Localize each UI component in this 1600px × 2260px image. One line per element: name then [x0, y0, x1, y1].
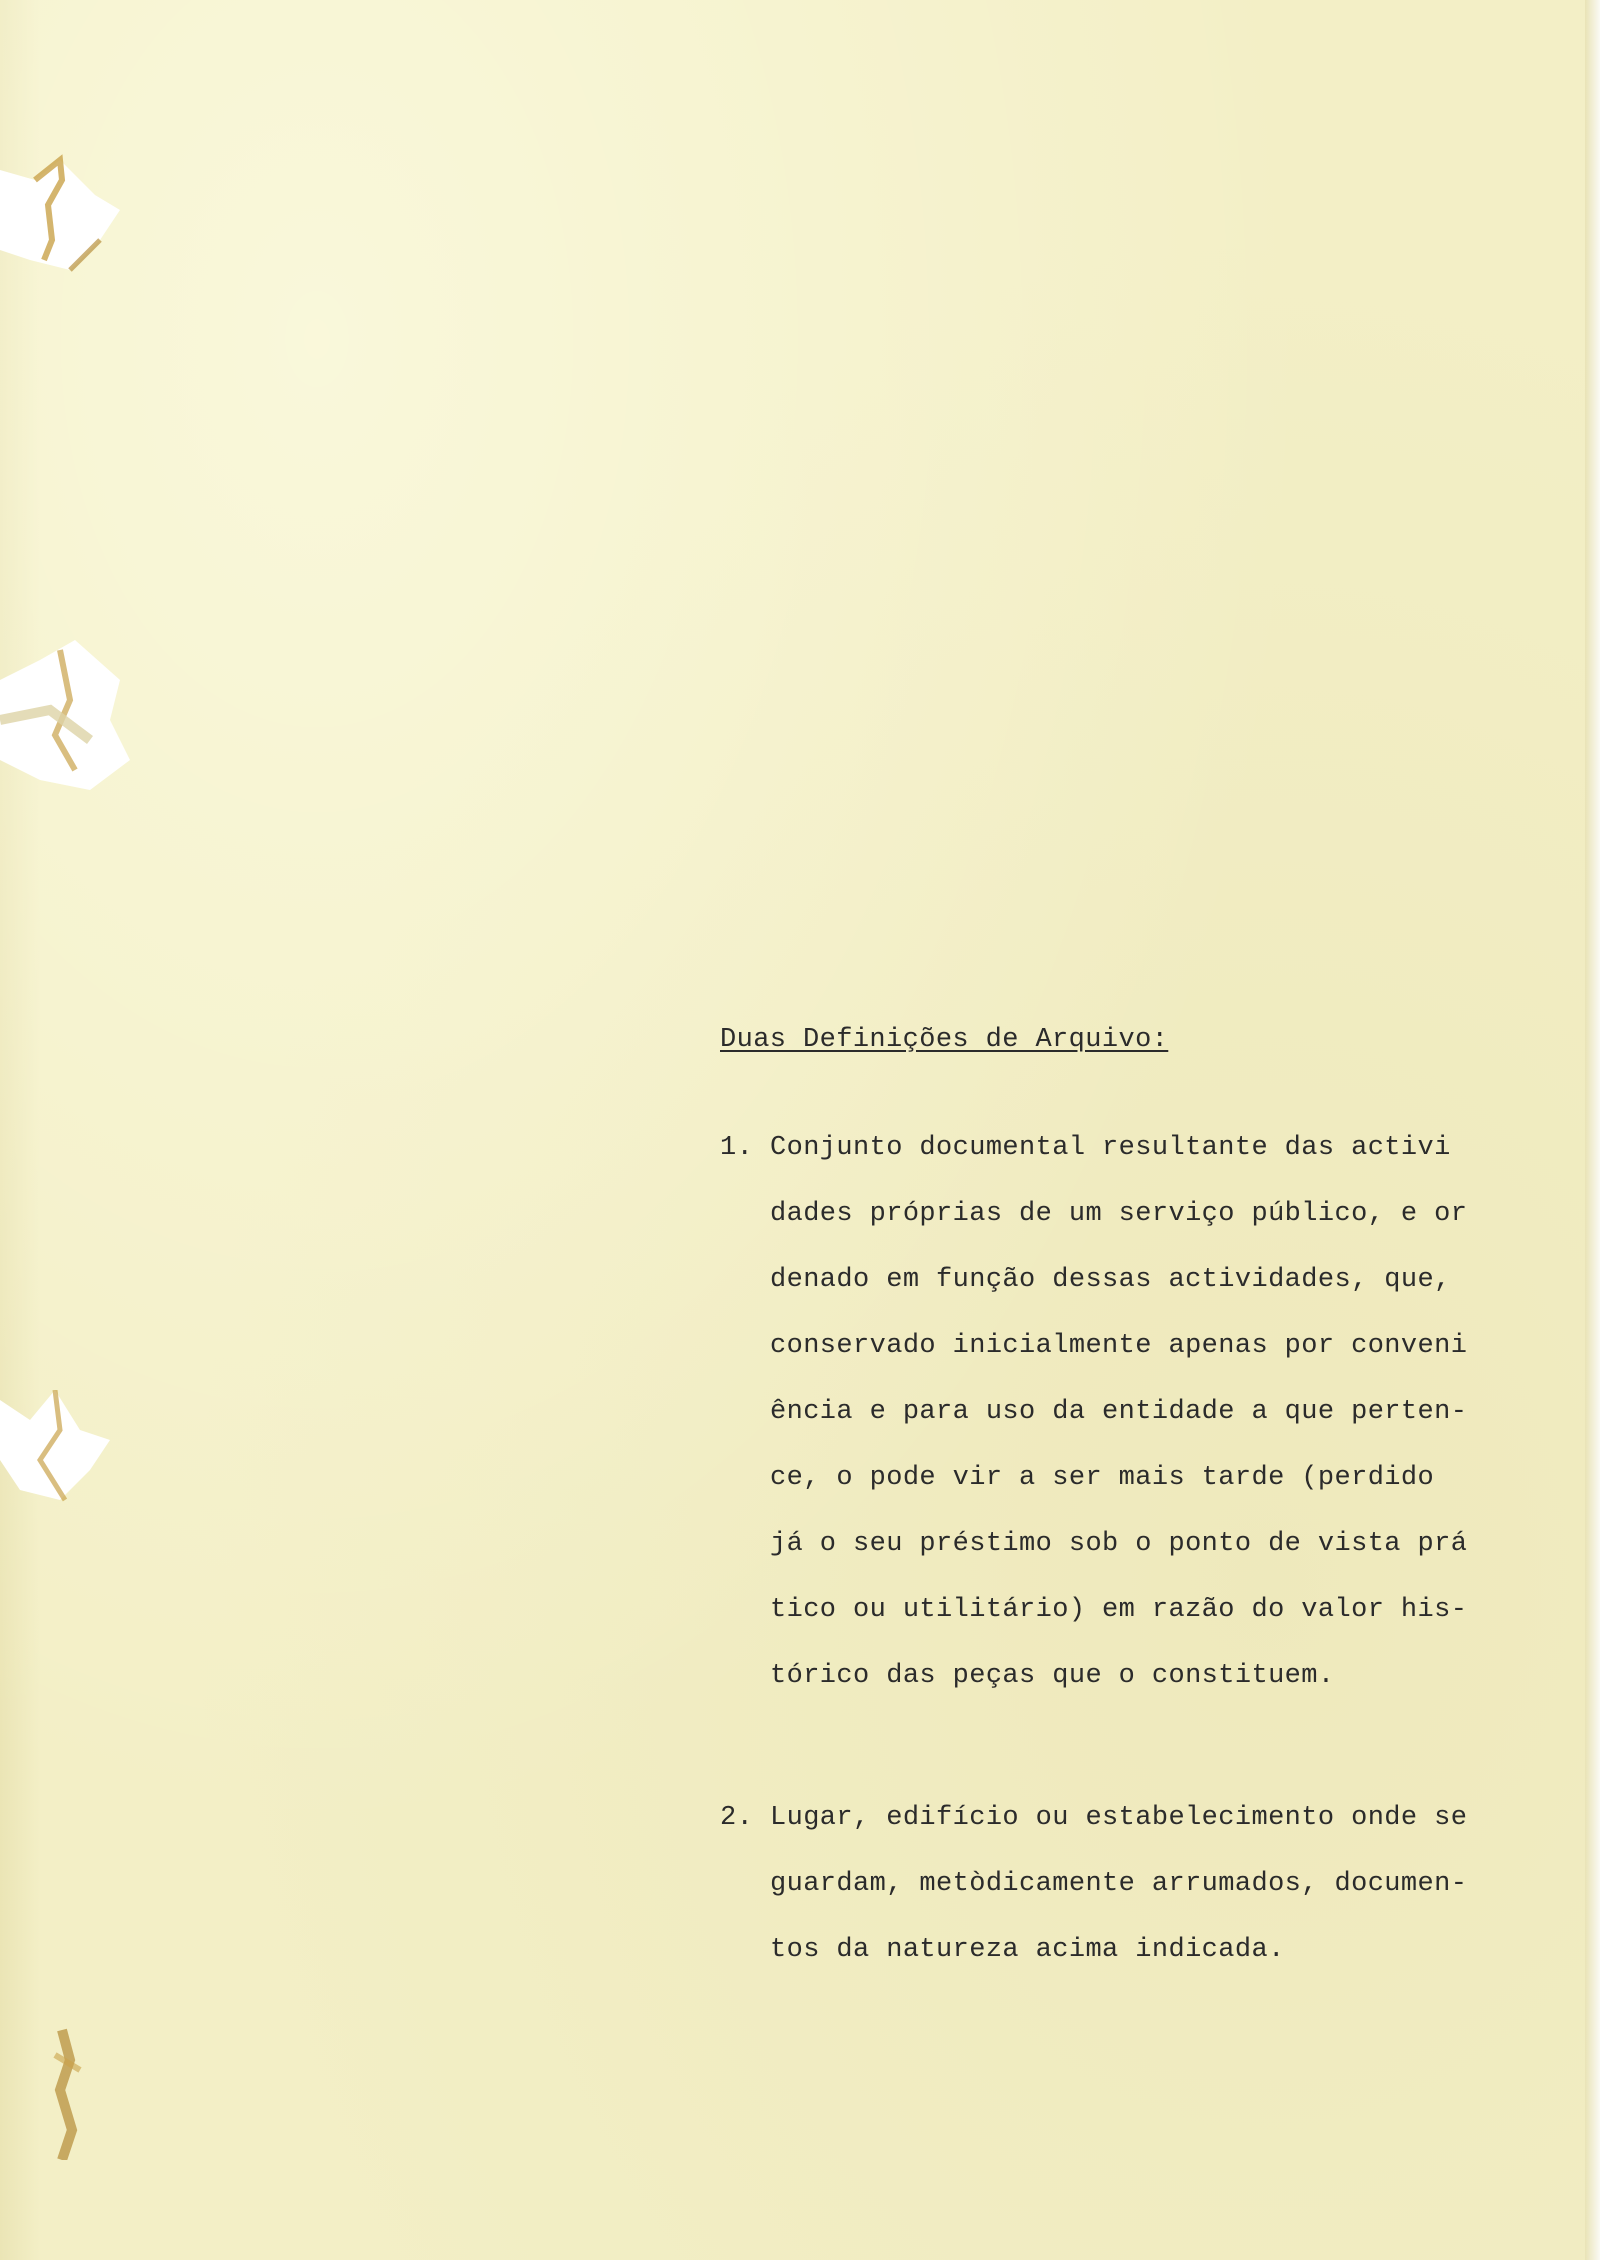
text-line: ce, o pode vir a ser mais tarde (perdido: [770, 1463, 1435, 1493]
binding-hole-middle: [0, 640, 120, 750]
typed-text: [720, 1025, 1480, 1983]
text-line: Conjunto documental resultante das activi: [770, 1133, 1451, 1163]
binding-stain-bottom: [0, 2020, 120, 2130]
definition-number: 2.: [720, 1803, 754, 1833]
definition-text: [770, 1785, 1480, 1983]
text-line: ência e para uso da entidade a que perten-: [770, 1397, 1468, 1427]
text-line: conservado inicialmente apenas por conveni: [770, 1331, 1468, 1361]
binding-hole-lower: [0, 1390, 120, 1500]
text-line: tos da natureza acima indicada.: [770, 1935, 1285, 1965]
text-line: já o seu préstimo sob o ponto de vista prá: [770, 1529, 1468, 1559]
text-line: tico ou utilitário) em razão do valor his-: [770, 1595, 1468, 1625]
definition-item: [720, 1785, 1480, 1983]
text-line: dades próprias de um serviço público, e or: [770, 1199, 1468, 1229]
text-line: Lugar, edifício ou estabelecimento onde se: [770, 1803, 1468, 1833]
binding-hole-top: [0, 150, 120, 260]
definition-number: 1.: [720, 1133, 754, 1163]
definition-text: [770, 1115, 1480, 1709]
page-right-edge: [1585, 0, 1600, 2260]
document-heading: Duas Definições de Arquivo:: [720, 1025, 1169, 1055]
text-line: guardam, metòdicamente arrumados, documen-: [770, 1869, 1468, 1899]
definition-item: [720, 1115, 1480, 1709]
text-line: denado em função dessas actividades, que,: [770, 1265, 1451, 1295]
text-line: tórico das peças que o constituem.: [770, 1661, 1335, 1691]
